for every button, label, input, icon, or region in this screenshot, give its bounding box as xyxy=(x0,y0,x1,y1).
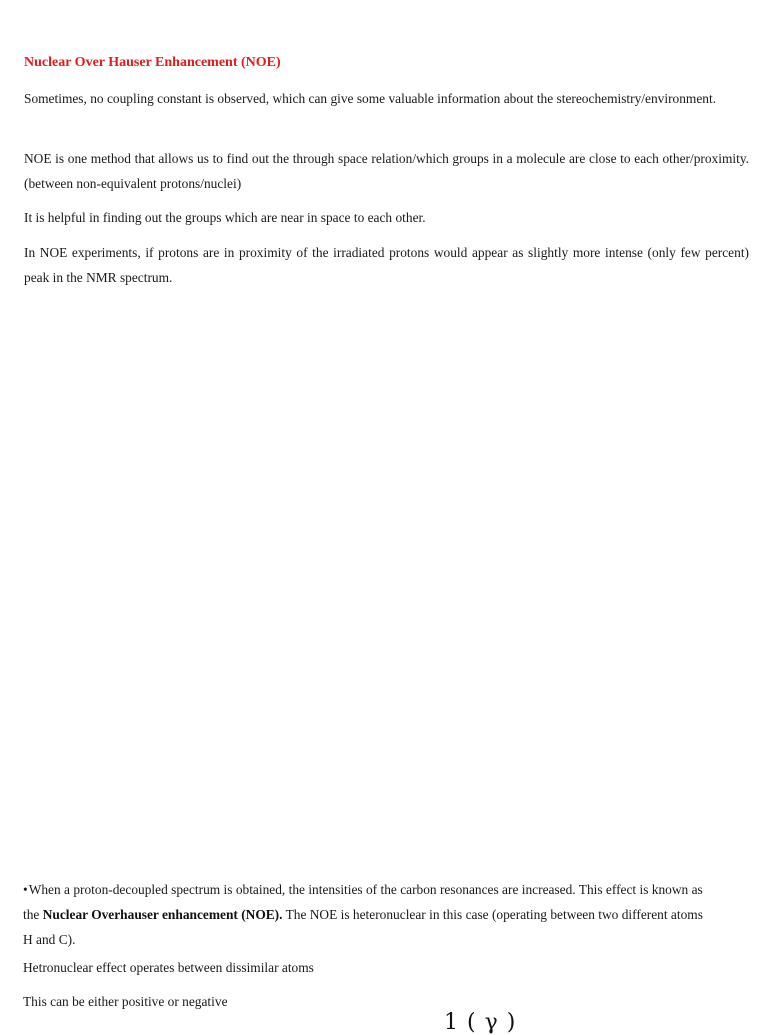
text-run: When a proton-decoupled spectrum is obtained, the intensities of the carbon resonances are increased. This effect is known as the xyxy=(23,882,703,922)
paragraph-heteronuclear: Hetronuclear effect operates between dissimilar atoms xyxy=(23,960,314,975)
formula-fragment: 1 ( γ ) xyxy=(444,1010,517,1035)
bold-term: Nuclear Overhauser enhancement (NOE). xyxy=(42,907,283,922)
paragraph-positive-negative: This can be either positive or negative xyxy=(23,994,228,1009)
text-run: The NOE is heteronuclear in this case (operating between two different atoms H and C). xyxy=(23,907,703,947)
section-heading: Nuclear Over Hauser Enhancement (NOE) xyxy=(24,55,281,70)
paragraph-noe-experiments: In NOE experiments, if protons are in proximity of the irradiated protons would appear as slightly more intense (only few percent) peak in the NMR spectrum. xyxy=(24,245,749,285)
bullet-glyph: • xyxy=(23,882,28,897)
paragraph-noe-method: NOE is one method that allows us to find out the through space relation/which groups in a molecule are close to each other/proximity. (between non-equivalent protons/nuclei) xyxy=(24,151,749,191)
paragraph-no-coupling: Sometimes, no coupling constant is observed, which can give some valuable information about the stereochemistry/environment. xyxy=(24,91,717,106)
paragraph-proton-decoupled xyxy=(23,877,713,952)
paragraph-helpful: It is helpful in finding out the groups which are near in space to each other. xyxy=(24,210,426,225)
